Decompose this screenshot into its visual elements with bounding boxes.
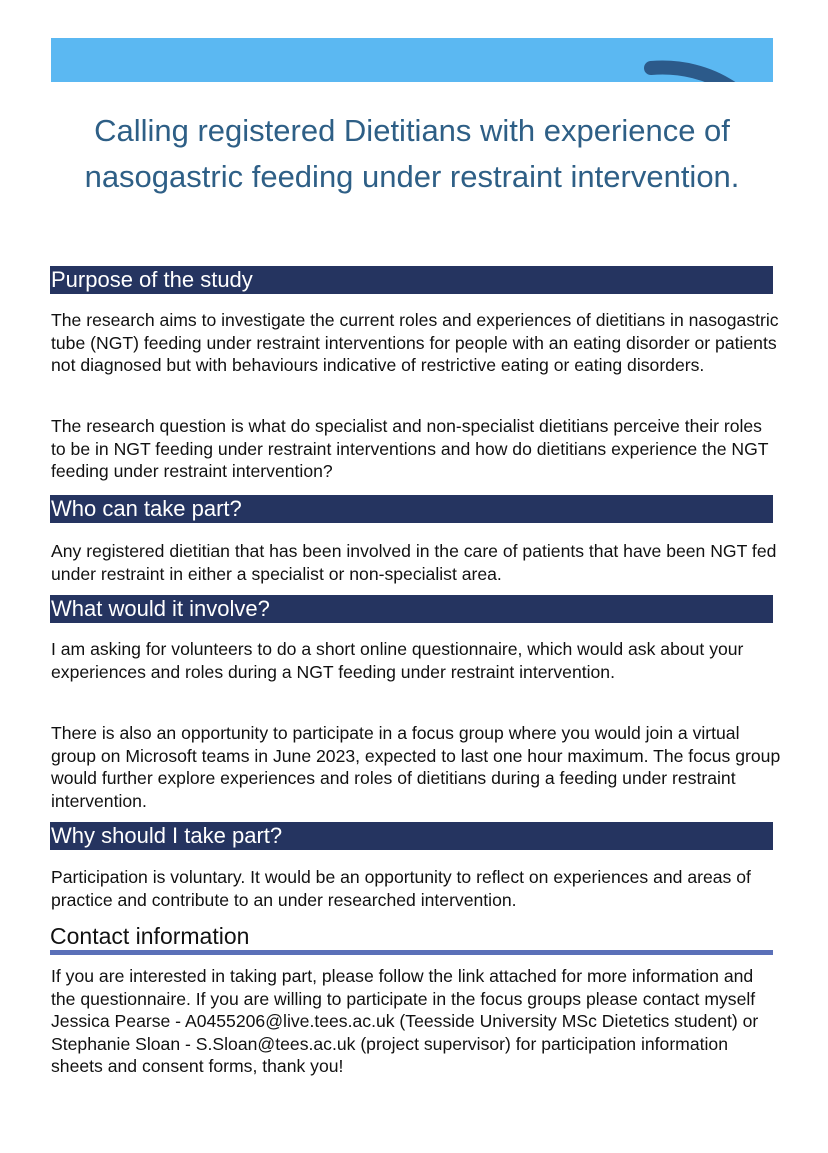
banner-title	[51, 108, 773, 200]
banner-title-line-2: nasogastric feeding under restraint intervention.	[84, 159, 740, 194]
section-heading-contact: Contact information	[50, 923, 250, 949]
section-heading-involve: What would it involve?	[50, 595, 773, 623]
contact-paragraph-1: If you are interested in taking part, please follow the link attached for more information and the questionnaire. If you are willing to participate in the focus groups please contact myself Jessica Pearse - A0455206@live.tees.ac.uk (Teesside University MSc Dietetics student) or Stephanie Sloan - S.Sloan@tees.ac.uk (project supervisor) for participation information sheets and consent forms, thank you!	[51, 966, 759, 1077]
involve-paragraph-2: There is also an opportunity to participate in a focus group where you would join a virtual group on Microsoft teams in June 2023, expected to last one hour maximum. The focus group would further explore experiences and roles of dietitians during a feeding under restraint intervention.	[51, 723, 781, 811]
who-paragraph-1: Any registered dietitian that has been involved in the care of patients that have been NGT fed under restraint in either a specialist or non-specialist area.	[51, 541, 777, 584]
contact-divider	[50, 950, 773, 955]
header-banner	[51, 38, 773, 252]
section-heading-purpose: Purpose of the study	[50, 266, 773, 294]
why-paragraph-1: Participation is voluntary. It would be an opportunity to reflect on experiences and areas of practice and contribute to an under researched intervention.	[51, 867, 751, 910]
banner-title-line-1: Calling registered Dietitians with experience of	[94, 113, 730, 148]
section-heading-why: Why should I take part?	[50, 822, 773, 850]
section-heading-who: Who can take part?	[50, 495, 773, 523]
involve-paragraph-1: I am asking for volunteers to do a short online questionnaire, which would ask about your experiences and roles during a NGT feeding under restraint intervention.	[51, 639, 744, 682]
purpose-paragraph-2: The research question is what do specialist and non-specialist dietitians perceive their roles to be in NGT feeding under restraint interventions and how do dietitians experience the NGT feeding under restraint intervention?	[51, 416, 769, 482]
purpose-paragraph-1: The research aims to investigate the current roles and experiences of dietitians in nasogastric tube (NGT) feeding under restraint interventions for people with an eating disorder or patients not diagnosed but with behaviours indicative of restrictive eating or eating disorders.	[51, 310, 779, 376]
